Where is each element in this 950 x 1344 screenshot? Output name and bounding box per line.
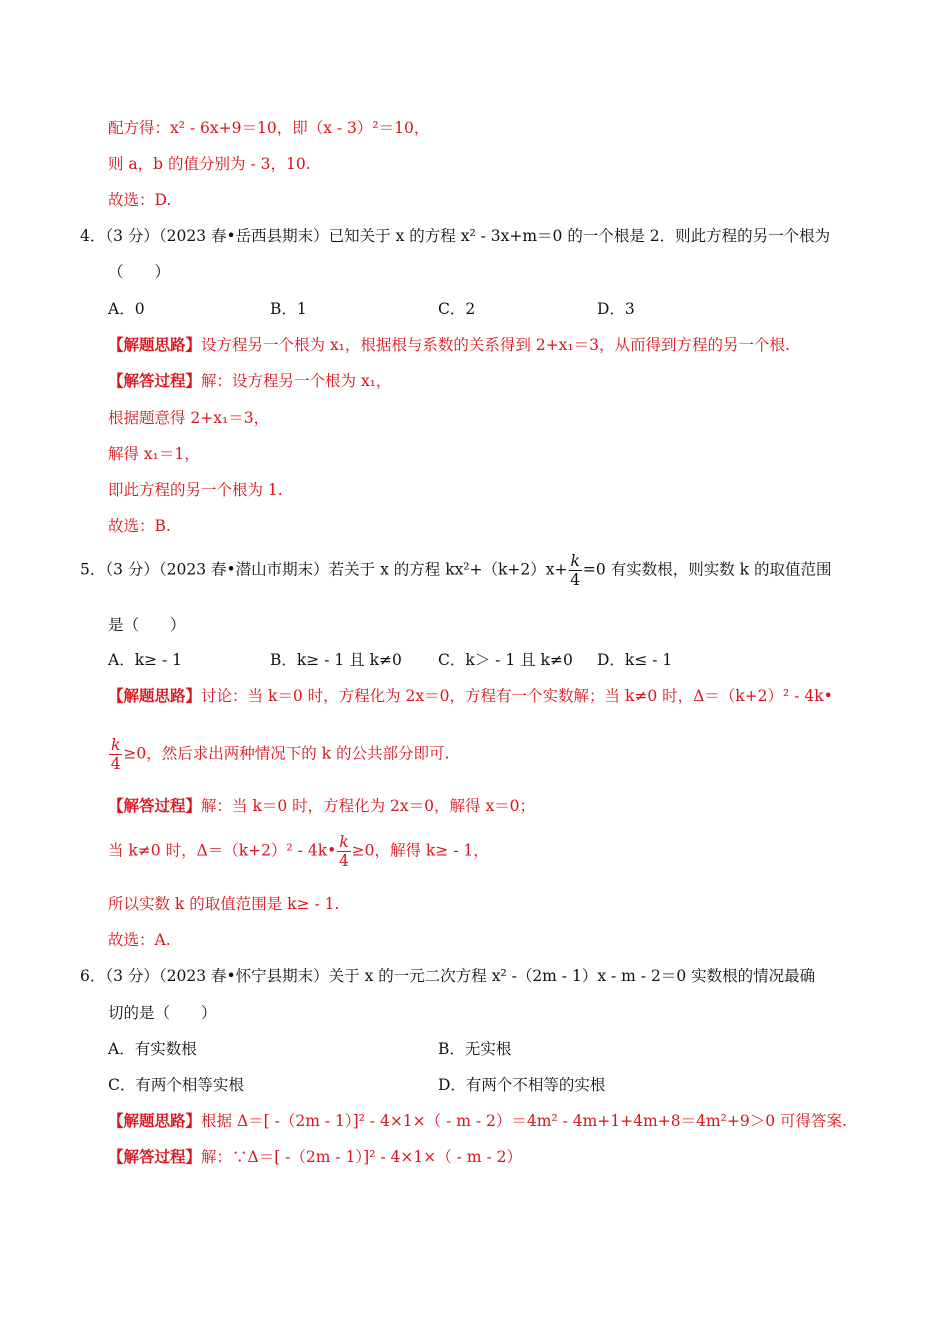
question-6-paren: 切的是（ ） bbox=[108, 1004, 217, 1022]
fraction-numerator: k bbox=[339, 833, 349, 851]
fraction bbox=[569, 552, 582, 589]
idea-tag: 【解题思路】 bbox=[108, 686, 202, 705]
fraction-numerator: k bbox=[570, 552, 580, 570]
option-c: C．k＞ - 1 且 k≠0 bbox=[438, 651, 573, 669]
option-b: B．无实根 bbox=[438, 1040, 512, 1058]
idea-text: ≥0，然后求出两种情况下的 k 的公共部分即可. bbox=[123, 744, 450, 763]
solution-line: 解得 x₁＝1， bbox=[108, 445, 200, 463]
solution-text: ≥0，解得 k≥ - 1， bbox=[351, 841, 489, 860]
fraction-denominator: 4 bbox=[339, 852, 349, 870]
option-a: A．有实数根 bbox=[108, 1040, 197, 1058]
process-text: 解：当 k＝0 时，方程化为 2x＝0，解得 x＝0； bbox=[201, 797, 536, 815]
fraction bbox=[337, 833, 350, 870]
question-text: （3 分）（2023 春•岳西县期末）已知关于 x 的方程 x² - 3x+m＝0 的一个根是 2．则此方程的另一个根为 bbox=[105, 227, 831, 245]
solution-line: 根据题意得 2+x₁＝3， bbox=[108, 409, 270, 427]
question-5-stem bbox=[80, 552, 831, 589]
answer-line: 故选：A. bbox=[108, 931, 171, 949]
option-b: B．1 bbox=[270, 300, 307, 318]
option-a: A．k≥ - 1 bbox=[108, 651, 183, 669]
solution-line: 即此方程的另一个根为 1. bbox=[108, 481, 283, 499]
fraction-denominator: 4 bbox=[110, 755, 121, 773]
question-number: 6． bbox=[80, 967, 106, 985]
solution-line: 所以实数 k 的取值范围是 k≥ - 1. bbox=[108, 895, 340, 913]
option-a: A．0 bbox=[108, 300, 145, 318]
solution-process bbox=[108, 1147, 522, 1167]
idea-text: 设方程另一个根为 x₁，根据根与系数的关系得到 2+x₁＝3，从而得到方程的另一个根. bbox=[201, 336, 790, 354]
option-d: D．有两个不相等的实根 bbox=[438, 1076, 606, 1094]
fraction bbox=[109, 736, 122, 773]
process-tag: 【解答过程】 bbox=[108, 1147, 202, 1166]
solution-line bbox=[108, 833, 489, 870]
question-text: （3 分）（2023 春•潜山市期末）若关于 x 的方程 kx²+（k+2）x+ bbox=[105, 560, 568, 579]
solution-process bbox=[108, 371, 391, 391]
solution-line: 则 a，b 的值分别为 - 3，10. bbox=[108, 155, 311, 173]
process-tag: 【解答过程】 bbox=[108, 796, 202, 815]
question-6-stem bbox=[80, 966, 815, 986]
solution-text: 当 k≠0 时，Δ＝（k+2）² - 4k• bbox=[108, 841, 337, 860]
question-4-stem bbox=[80, 226, 830, 246]
process-text: 解：∵Δ＝[ -（2m - 1）]² - 4×1×（ - m - 2） bbox=[201, 1148, 522, 1166]
solution-idea-cont bbox=[108, 736, 449, 773]
solution-idea bbox=[108, 1111, 847, 1131]
question-number: 5． bbox=[80, 560, 106, 579]
question-4-paren: （ ） bbox=[108, 263, 171, 281]
solution-idea bbox=[108, 686, 833, 706]
option-b: B．k≥ - 1 且 k≠0 bbox=[270, 651, 402, 669]
option-d: D．k≤ - 1 bbox=[597, 651, 673, 669]
option-c: C．2 bbox=[438, 300, 476, 318]
solution-line: 配方得：x² - 6x+9＝10，即（x - 3）²＝10， bbox=[108, 119, 430, 137]
answer-line: 故选：B. bbox=[108, 517, 171, 535]
idea-tag: 【解题思路】 bbox=[108, 1111, 202, 1130]
question-text: （3 分）（2023 春•怀宁县期末）关于 x 的一元二次方程 x² -（2m - 1）x - m - 2＝0 实数根的情况最确 bbox=[105, 967, 816, 985]
solution-process bbox=[108, 796, 535, 816]
process-tag: 【解答过程】 bbox=[108, 371, 202, 390]
idea-text: 讨论：当 k＝0 时，方程化为 2x＝0，方程有一个实数解；当 k≠0 时，Δ＝（k+2）² - 4k• bbox=[201, 687, 833, 705]
option-d: D．3 bbox=[597, 300, 635, 318]
option-c: C．有两个相等实根 bbox=[108, 1076, 244, 1094]
question-text: =0 有实数根，则实数 k 的取值范围 bbox=[582, 560, 832, 579]
question-number: 4． bbox=[80, 227, 106, 245]
idea-tag: 【解题思路】 bbox=[108, 335, 202, 354]
solution-idea bbox=[108, 335, 790, 355]
process-text: 解：设方程另一个根为 x₁， bbox=[201, 372, 392, 390]
fraction-numerator: k bbox=[111, 736, 121, 754]
answer-line: 故选：D. bbox=[108, 191, 172, 209]
fraction-denominator: 4 bbox=[570, 571, 581, 589]
idea-text: 根据 Δ＝[ -（2m - 1）]² - 4×1×（ - m - 2）＝4m² - 4m+1+4m+8＝4m²+9＞0 可得答案. bbox=[201, 1112, 847, 1130]
question-5-paren: 是（ ） bbox=[108, 616, 186, 634]
